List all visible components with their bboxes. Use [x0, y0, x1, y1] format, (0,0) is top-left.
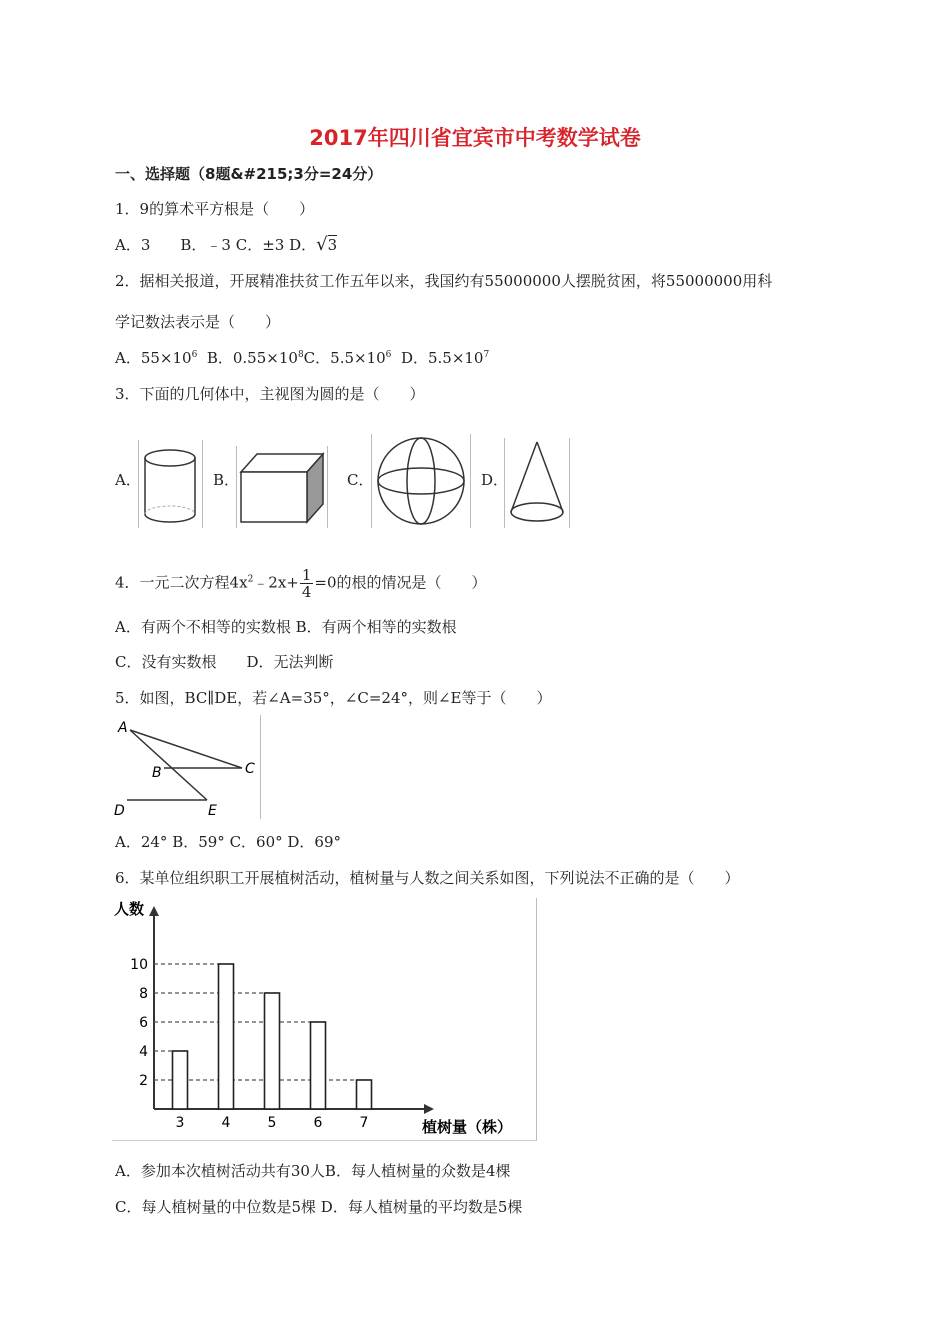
x-tick-label: 5	[267, 1115, 277, 1131]
q2-opt-d: D．5.5×10	[391, 349, 484, 367]
cuboid-figure	[236, 446, 328, 528]
sphere-icon	[372, 434, 470, 528]
q4-stem-post: =0的根的情况是（ ）	[314, 573, 487, 592]
q4-fraction	[300, 567, 314, 600]
y-tick-label: 4	[139, 1044, 148, 1060]
geometry-figure	[112, 715, 261, 819]
q2-opt-c-exp: 6	[385, 350, 392, 360]
y-axis-arrow-icon	[149, 906, 159, 916]
q6-options-line2: C．每人植树量的中位数是5棵 D．每人植树量的平均数是5棵	[115, 1198, 523, 1216]
q4-exp: 2	[247, 574, 254, 585]
sqrt-icon: √	[316, 234, 328, 255]
bar-6	[311, 1022, 326, 1109]
sphere-figure	[371, 434, 471, 528]
q3-stem: 3．下面的几何体中，主视图为圆的是（ ）	[115, 385, 425, 403]
q6-stem: 6．某单位组织职工开展植树活动，植树量与人数之间关系如图，下列说法不正确的是（ ）	[115, 869, 740, 887]
q2-opt-c: C．5.5×10	[303, 349, 386, 367]
sqrt-arg: 3	[327, 236, 338, 254]
q2-opt-a: A．55×10	[115, 349, 192, 367]
q4-stem-mid: ﹣2x+	[253, 573, 299, 592]
x-tick-label: 6	[313, 1115, 323, 1131]
bar-chart	[112, 898, 536, 1140]
q2-opt-d-exp: 7	[483, 350, 490, 360]
q2-opt-b: B．0.55×10	[197, 349, 298, 367]
y-tick-label: 6	[139, 1015, 148, 1031]
q2-options	[115, 348, 489, 368]
q6-options-line1: A．参加本次植树活动共有30人B．每人植树量的众数是4棵	[115, 1162, 511, 1180]
x-axis-arrow-icon	[424, 1104, 434, 1114]
q3-label-c: C．	[347, 471, 374, 489]
q5-stem: 5．如图，BC∥DE，若∠A=35°，∠C=24°，则∠E等于（ ）	[115, 689, 552, 707]
q2-opt-b-exp: 8	[297, 350, 304, 360]
y-tick-label: 8	[139, 986, 148, 1002]
cylinder-icon	[139, 440, 202, 528]
q3-label-b: B．	[213, 471, 240, 489]
q1-stem: 1．9的算术平方根是（ ）	[115, 200, 315, 218]
q3-label-d: D．	[481, 471, 509, 489]
bar-4	[219, 964, 234, 1109]
point-a-label: A	[118, 720, 128, 736]
x-axis-label: 植树量（株）	[422, 1118, 513, 1136]
x-tick-label: 4	[221, 1115, 231, 1131]
section-heading: 一、选择题（8题&#215;3分=24分）	[115, 165, 383, 183]
y-axis-label: 人数	[114, 900, 145, 918]
q4-frac-den: 4	[301, 583, 312, 601]
cone-icon	[505, 438, 569, 528]
bar-chart-box	[112, 898, 537, 1141]
q4-stem	[115, 567, 487, 600]
parallel-lines-diagram	[112, 715, 260, 819]
x-tick-label: 3	[175, 1115, 185, 1131]
q5-options: A．24° B．59° C．60° D．69°	[115, 833, 342, 851]
bar-3	[173, 1051, 188, 1109]
q1-options-text: A．3 B．﹣3 C．±3 D．	[115, 236, 317, 254]
page-title: 2017年四川省宜宾市中考数学试卷	[309, 126, 641, 150]
point-d-label: D	[114, 803, 125, 819]
q4-frac-num: 1	[301, 566, 312, 584]
y-tick-label: 2	[139, 1073, 148, 1089]
x-tick-label: 7	[359, 1115, 369, 1131]
q2-stem-line1: 2．据相关报道，开展精准扶贫工作五年以来，我国约有55000000人摆脱贫困，将55000000用科	[115, 272, 773, 290]
q4-options-line1: A．有两个不相等的实数根 B．有两个相等的实数根	[115, 618, 457, 636]
cuboid-icon	[237, 446, 327, 528]
point-e-label: E	[208, 803, 217, 819]
q1-options	[115, 235, 337, 255]
bar-7	[357, 1080, 372, 1109]
q4-options-line2: C．没有实数根 D．无法判断	[115, 653, 334, 671]
point-c-label: C	[245, 761, 255, 777]
point-b-label: B	[152, 765, 162, 781]
q2-stem-line2: 学记数法表示是（ ）	[115, 313, 281, 331]
y-tick-label: 10	[130, 957, 148, 973]
cone-figure	[504, 438, 570, 528]
q4-stem-pre: 4．一元二次方程4x	[115, 573, 248, 592]
q2-opt-a-exp: 6	[191, 350, 198, 360]
q3-label-a: A．	[115, 471, 141, 489]
bar-5	[265, 993, 280, 1109]
cylinder-figure	[138, 440, 203, 528]
